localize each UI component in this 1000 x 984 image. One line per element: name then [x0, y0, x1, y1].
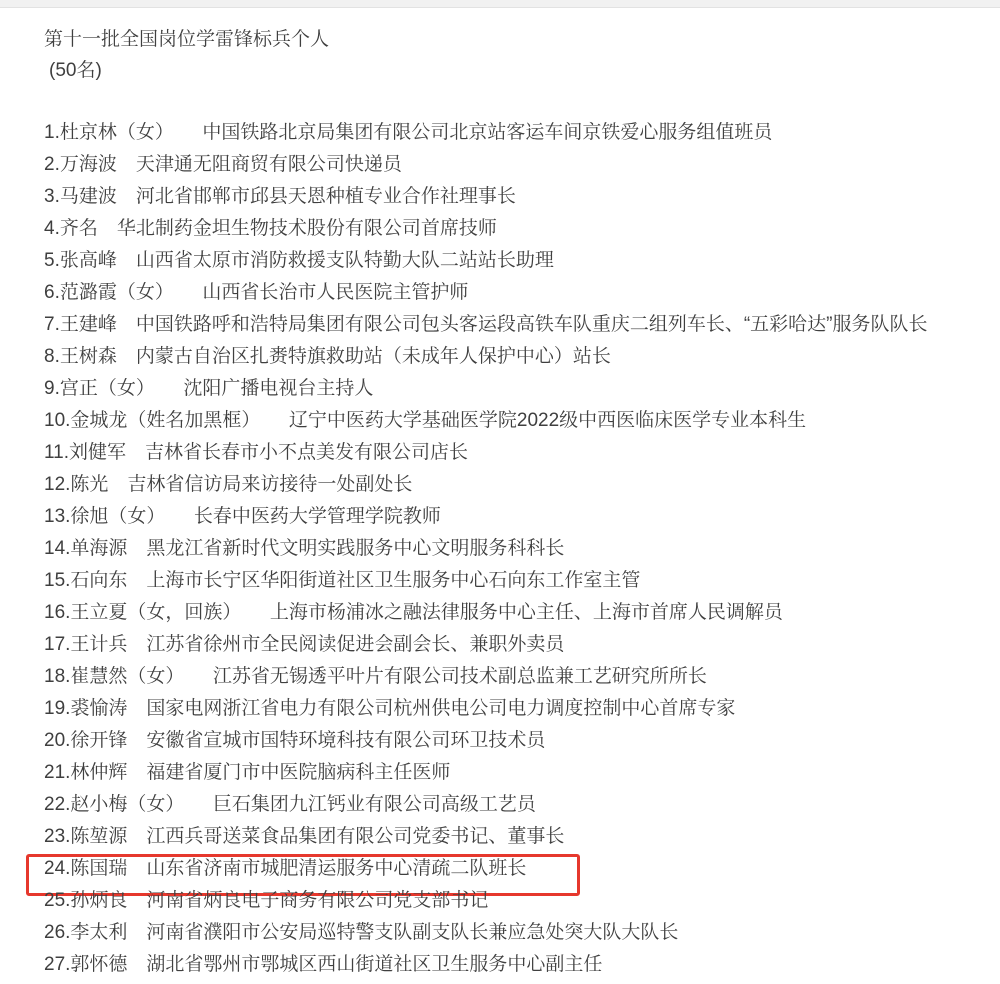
list-item: 20.徐开锋 安徽省宣城市国特环境科技有限公司环卫技术员 [44, 730, 546, 751]
list-item: 8.王树森 内蒙古自治区扎赉特旗救助站（未成年人保护中心）站长 [44, 346, 611, 367]
list-item: 21.林仲辉 福建省厦门市中医院脑病科主任医师 [44, 762, 451, 783]
list-item: 12.陈光 吉林省信访局来访接待一处副处长 [44, 474, 413, 495]
list-item: 1.杜京林（女） 中国铁路北京局集团有限公司北京站客运车间京铁爱心服务组值班员 [44, 122, 773, 143]
awardee-list [44, 117, 980, 981]
document-body [0, 8, 1000, 981]
list-item: 3.马建波 河北省邯郸市邱县天恩种植专业合作社理事长 [44, 186, 516, 207]
list-item: 19.裘愉涛 国家电网浙江省电力有限公司杭州供电公司电力调度控制中心首席专家 [44, 698, 736, 719]
list-item: 18.崔慧然（女） 江苏省无锡透平叶片有限公司技术副总监兼工艺研究所所长 [44, 666, 707, 687]
list-item: 6.范潞霞（女） 山西省长治市人民医院主管护师 [44, 282, 469, 303]
list-item: 7.王建峰 中国铁路呼和浩特局集团有限公司包头客运段高铁车队重庆二组列车长、“五彩哈达”服务队队长 [44, 314, 928, 335]
list-item: 17.王计兵 江苏省徐州市全民阅读促进会副会长、兼职外卖员 [44, 634, 565, 655]
list-item: 9.宫正（女） 沈阳广播电视台主持人 [44, 378, 374, 399]
list-item: 24.陈国瑞 山东省济南市城肥清运服务中心清疏二队班长 [44, 853, 980, 885]
list-item: 15.石向东 上海市长宁区华阳街道社区卫生服务中心石向东工作室主管 [44, 570, 641, 591]
top-bar [0, 0, 1000, 8]
list-item: 10.金城龙（姓名加黑框） 辽宁中医药大学基础医学院2022级中西医临床医学专业本科生 [44, 410, 807, 431]
list-item: 11.刘健军 吉林省长春市小不点美发有限公司店长 [44, 442, 469, 463]
page-subtitle: (50名) [49, 60, 102, 81]
list-item: 2.万海波 天津通无阻商贸有限公司快递员 [44, 154, 402, 175]
list-item: 23.陈堃源 江西兵哥送菜食品集团有限公司党委书记、董事长 [44, 826, 565, 847]
list-item: 5.张高峰 山西省太原市消防救援支队特勤大队二站站长助理 [44, 250, 554, 271]
list-item: 4.齐名 华北制药金坦生物技术股份有限公司首席技师 [44, 218, 497, 239]
list-item: 16.王立夏（女，回族） 上海市杨浦冰之融法律服务中心主任、上海市首席人民调解员 [44, 602, 783, 623]
list-item: 27.郭怀德 湖北省鄂州市鄂城区西山街道社区卫生服务中心副主任 [44, 954, 603, 975]
list-item: 22.赵小梅（女） 巨石集团九江钙业有限公司高级工艺员 [44, 794, 536, 815]
list-item: 14.单海源 黑龙江省新时代文明实践服务中心文明服务科科长 [44, 538, 565, 559]
page-title: 第十一批全国岗位学雷锋标兵个人 [44, 29, 330, 50]
list-item: 13.徐旭（女） 长春中医药大学管理学院教师 [44, 506, 441, 527]
list-item: 25.孙炳良 河南省炳良电子商务有限公司党支部书记 [44, 890, 489, 911]
list-item: 26.李太利 河南省濮阳市公安局巡特警支队副支队长兼应急处突大队大队长 [44, 922, 679, 943]
